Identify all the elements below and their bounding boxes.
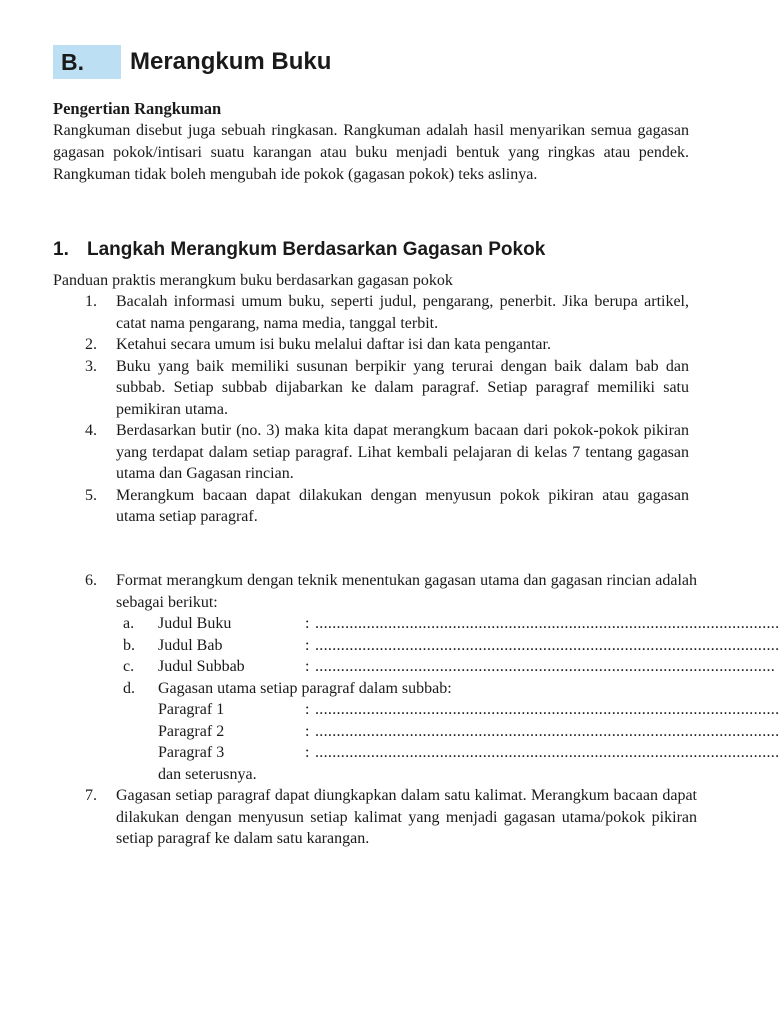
- list-item-text: Format merangkum dengan teknik menentukan gagasan utama dan gagasan rincian adalah sebagai berikut:: [116, 572, 697, 611]
- format-steps-list: [85, 570, 779, 850]
- format-row-paragraf-1: [116, 699, 779, 721]
- format-letter: a.: [123, 615, 135, 632]
- format-label: Judul Buku: [158, 615, 232, 632]
- format-colon: :: [305, 658, 310, 675]
- list-item: [85, 785, 697, 850]
- format-row-paragraf-3: [116, 742, 779, 764]
- fill-in-dots: ............................................................................................................: [315, 722, 779, 740]
- subsection-heading: [53, 236, 545, 264]
- list-item-text: Ketahui secara umum isi buku melalui daftar isi dan kata pengantar.: [116, 336, 551, 353]
- format-letter: b.: [123, 636, 135, 654]
- format-etc-text: dan seterusnya.: [158, 765, 257, 783]
- format-colon: :: [305, 636, 310, 654]
- format-colon: :: [305, 615, 310, 632]
- format-row-etc: [116, 764, 697, 786]
- list-item-text: Gagasan setiap paragraf dapat diungkapkan dalam satu kalimat. Merangkum bacaan dapat dilakukan dengan menyusun setiap kalimat yang menjadi gagasan utama/pokok pikiran setiap paragraf ke dalam satu karangan.: [116, 787, 697, 847]
- format-row-judul-bab: [116, 635, 779, 657]
- paragraph-label: Paragraf 1: [158, 701, 225, 718]
- paragraph-label: Paragraf 2: [158, 722, 225, 740]
- format-row-judul-buku: [116, 613, 779, 635]
- subsection-number: 1.: [53, 239, 69, 260]
- format-colon: :: [305, 722, 310, 740]
- format-colon: :: [305, 701, 310, 718]
- list-item-number: 1.: [85, 293, 97, 310]
- list-item: [85, 420, 689, 485]
- fill-in-dots: ............................................................................................................: [315, 615, 779, 632]
- list-item-text: Berdasarkan butir (no. 3) maka kita dapat merangkum bacaan dari pokok-pokok pikiran yang terdapat dalam setiap paragraf. Lihat kembali pelajaran di kelas 7 tentang gagasan utama dan Gagasan rincian.: [116, 422, 689, 482]
- list-item: [85, 291, 689, 334]
- format-label: Judul Bab: [158, 636, 223, 654]
- format-letter: c.: [123, 658, 135, 675]
- list-item-number: 2.: [85, 336, 97, 353]
- fill-in-dots: ............................................................................................................: [315, 744, 779, 761]
- definition-title: Pengertian Rangkuman: [53, 99, 222, 118]
- list-item-text: Buku yang baik memiliki susunan berpikir yang terurai dengan baik dalam bab dan subbab. Setiap subbab dijabarkan ke dalam paragraf. Setiap paragraf memiliki satu pemikiran utama.: [116, 357, 689, 418]
- format-row-judul-subbab: [116, 656, 776, 678]
- list-item-number: 6.: [85, 572, 97, 589]
- format-label: Judul Subbab: [158, 658, 245, 675]
- subsection-title: Langkah Merangkum Berdasarkan Gagasan Pokok: [87, 239, 546, 260]
- format-letter: d.: [123, 679, 135, 697]
- fill-in-dots: ............................................................................................................: [315, 701, 779, 718]
- section-title: Merangkum Buku: [130, 48, 332, 75]
- list-item-text: Bacalah informasi umum buku, seperti judul, pengarang, penerbit. Jika berupa artikel, catat nama pengarang, nama media, tanggal terbit.: [116, 293, 689, 332]
- format-row-gagasan-utama: [116, 678, 697, 700]
- list-item-text: Merangkum bacaan dapat dilakukan dengan menyusun pokok pikiran atau gagasan utama setiap paragraf.: [116, 486, 689, 525]
- list-item-number: 5.: [85, 486, 97, 504]
- list-item: [85, 570, 779, 785]
- definition-body: Rangkuman disebut juga sebuah ringkasan. Rangkuman adalah hasil menyarikan semua gagasan gagasan pokok/intisari suatu karangan atau buku menjadi bentuk yang ringkas atau pendek. Rangkuman tidak boleh mengubah ide pokok (gagasan pokok) teks aslinya.: [53, 122, 689, 183]
- summary-format: [116, 613, 779, 785]
- fill-in-dots: ............................................................................................................: [315, 636, 779, 654]
- steps-list: [85, 291, 689, 528]
- list-item: [85, 356, 689, 421]
- fill-in-dots: ...........................................................................................................: [315, 658, 776, 675]
- list-item: [85, 334, 689, 356]
- paragraph-label: Paragraf 3: [158, 744, 225, 761]
- format-text: Gagasan utama setiap paragraf dalam subbab:: [158, 679, 452, 697]
- intro-text: Panduan praktis merangkum buku berdasarkan gagasan pokok: [53, 272, 453, 289]
- list-item-number: 4.: [85, 422, 97, 439]
- format-colon: :: [305, 744, 310, 761]
- list-item-number: 7.: [85, 787, 97, 804]
- list-item-number: 3.: [85, 357, 97, 375]
- section-letter-badge: B.: [53, 45, 121, 79]
- list-item: [85, 485, 689, 528]
- format-row-paragraf-2: [116, 721, 779, 743]
